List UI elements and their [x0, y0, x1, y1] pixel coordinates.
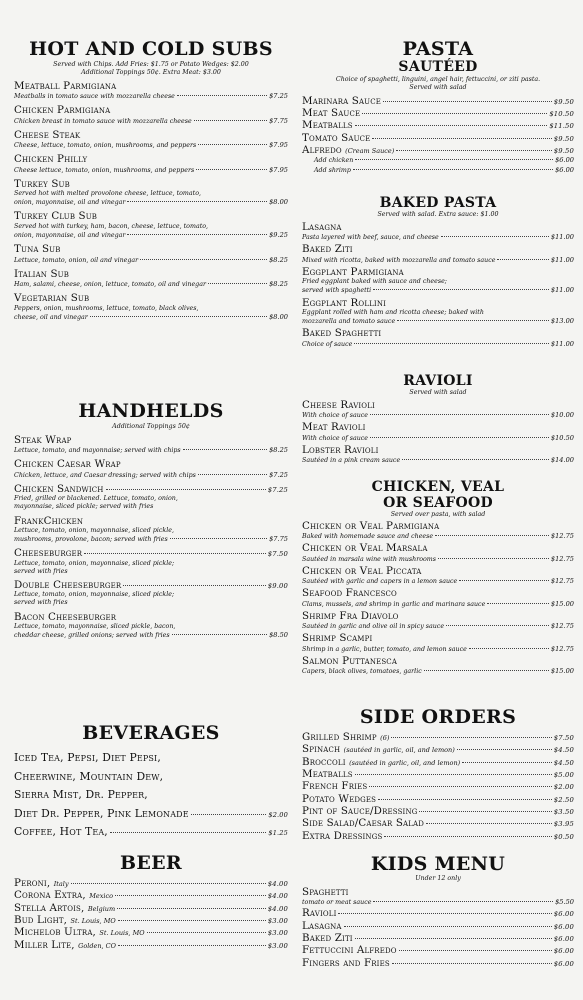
menu-item	[14, 129, 288, 151]
beverage-line: Iced Tea, Pepsi, Diet Pepsi,	[14, 751, 161, 764]
beverages-title: BEVERAGES	[82, 722, 220, 744]
beer-list	[14, 877, 288, 951]
menu-item	[14, 515, 288, 545]
addon-name: Add chicken	[314, 157, 354, 165]
item-desc: Lettuce, tomato, onion, oil and vinegar	[14, 256, 139, 264]
baked-pasta-section	[302, 196, 574, 349]
item-name: Lobster Ravioli	[302, 443, 379, 456]
menu-item	[302, 221, 574, 243]
menu-item	[302, 817, 574, 829]
item-desc: Fried eggplant baked with sauce and cheese;	[302, 278, 447, 286]
beer-item	[14, 926, 288, 938]
item-price: $8.00	[269, 312, 288, 321]
menu-item	[14, 579, 288, 608]
item-desc: Sautéed with garlic and capers in a lemon sauce	[302, 578, 458, 586]
menu-item	[302, 132, 574, 144]
menu-item	[14, 458, 288, 480]
item-name: Lasagna	[302, 919, 342, 932]
item-name: Chicken or Veal Piccata	[302, 564, 422, 577]
beer-name: Michelob Ultra,	[14, 926, 96, 939]
menu-item	[302, 768, 574, 780]
item-desc: served with fries	[14, 599, 68, 607]
item-name: Meatball Parmigiana	[14, 79, 117, 92]
item-desc: cheese, oil and vinegar	[14, 313, 88, 321]
beer-item	[14, 889, 288, 901]
pasta-note-1: Choice of spaghetti, linguini, angel hair, fettuccini, or ziti pasta.	[335, 76, 541, 83]
item-name: Fingers and Fries	[302, 956, 390, 969]
item-price: $0.50	[553, 832, 574, 841]
side-orders-section	[302, 708, 574, 842]
item-name: Chicken or Veal Marsala	[302, 542, 428, 555]
item-price: $5.00	[553, 771, 574, 780]
item-price: $12.75	[550, 622, 574, 631]
item-name: Chicken or Veal Parmigiana	[302, 519, 440, 532]
item-price: $6.00	[553, 947, 574, 956]
beer-item	[14, 914, 288, 926]
menu-item	[14, 268, 288, 290]
item-price: $11.00	[550, 339, 574, 348]
item-price: $14.00	[550, 456, 574, 465]
item-name: Baked Ziti	[302, 243, 353, 256]
menu-item	[302, 756, 574, 768]
item-desc: Lettuce, tomato, onion, mayonnaise, sliced pickle,	[14, 526, 174, 534]
item-desc: onion, mayonnaise, oil and vinegar	[14, 199, 126, 207]
kids-title: KIDS MENU	[370, 853, 506, 875]
item-name: Tomato Sauce	[302, 131, 371, 144]
item-desc: With choice of sauce	[302, 412, 369, 420]
item-desc: cheddar cheese, grilled onions; served with fries	[14, 632, 170, 640]
pasta-list	[302, 95, 574, 175]
item-desc: Meatballs in tomato sauce with mozzarella cheese	[14, 93, 175, 101]
item-name: Broccoli	[302, 755, 346, 768]
item-price: $7.25	[269, 470, 288, 479]
chicken-title-2: OR SEAFOOD	[383, 495, 493, 511]
baked-title: BAKED PASTA	[379, 195, 497, 211]
handhelds-section	[14, 402, 288, 640]
beer-item	[14, 902, 288, 914]
item-name: Meat Ravioli	[302, 421, 366, 434]
item-price: $9.50	[553, 134, 574, 143]
beer-item	[14, 939, 288, 951]
item-name: Spinach	[302, 743, 341, 756]
item-name: Chicken Caesar Wrap	[14, 458, 121, 471]
item-price: $7.25	[269, 92, 288, 101]
item-desc: Mixed with ricotta, baked with mozzarella and tomato sauce	[302, 256, 496, 264]
item-price: $7.25	[267, 485, 288, 494]
item-desc: tomato or meat sauce	[302, 899, 372, 907]
item-desc: Baked with homemade sauce and cheese	[302, 533, 434, 541]
chicken-veal-seafood-section	[302, 480, 574, 676]
item-name: Chicken Philly	[14, 153, 88, 166]
item-name: Shrimp Scampi	[302, 632, 373, 645]
menu-item	[302, 297, 574, 327]
menu-item	[302, 520, 574, 542]
menu-item	[14, 153, 288, 175]
item-price: $8.25	[269, 255, 288, 264]
addon-price: $6.00	[555, 156, 574, 165]
item-extra: (6)	[380, 734, 390, 742]
item-price: $15.00	[550, 599, 574, 608]
item-name: Cheeseburger	[14, 547, 83, 560]
item-name: Pint of Sauce/Dressing	[302, 805, 418, 818]
beer-origin: Belgium	[87, 904, 116, 913]
item-price: $10.50	[549, 110, 574, 119]
menu-item	[302, 907, 574, 919]
item-desc: Peppers, onion, mushrooms, lettuce, tomato, black olives,	[14, 304, 199, 312]
item-price: $12.75	[550, 577, 574, 586]
item-name: Bacon Cheeseburger	[14, 610, 117, 623]
menu-item	[14, 547, 288, 576]
beverage-line: Cheerwine, Mountain Dew,	[14, 769, 164, 783]
menu-item	[302, 565, 574, 587]
item-price: $11.00	[550, 255, 574, 264]
menu-item	[302, 830, 574, 842]
menu-item	[302, 780, 574, 792]
item-name: Vegetarian Sub	[14, 292, 90, 305]
menu-item	[302, 266, 574, 296]
sides-title: SIDE ORDERS	[359, 706, 517, 728]
item-desc: Sautéed in garlic and olive oil in spicy sauce	[302, 623, 445, 631]
item-price: $7.50	[553, 734, 574, 742]
item-desc: Shrimp in a garlic, butter, tomato, and lemon sauce	[302, 645, 467, 653]
beer-origin: Italy	[53, 880, 69, 888]
beer-item	[14, 877, 288, 889]
kids-menu-section	[302, 855, 574, 969]
item-name: Spaghetti	[302, 885, 349, 898]
beer-price: $4.00	[267, 880, 288, 888]
item-name: Chicken Parmigiana	[14, 104, 111, 117]
item-name: Salmon Puttanesca	[302, 654, 398, 667]
item-desc: Choice of sauce	[302, 340, 353, 348]
addon-item	[302, 156, 574, 165]
item-name: Ravioli	[302, 907, 337, 920]
item-name: Side Salad/Caesar Salad	[302, 817, 425, 830]
item-name: Potato Wedges	[302, 792, 377, 805]
item-price: $7.75	[269, 535, 288, 544]
pasta-note-2: Served with salad	[409, 83, 467, 91]
item-desc: Chicken breast in tomato sauce with mozzarella cheese	[14, 117, 192, 125]
item-name: Eggplant Parmigiana	[302, 265, 404, 278]
item-name: Turkey Sub	[14, 177, 70, 190]
item-name: Grilled Shrimp	[302, 731, 377, 743]
item-desc: Served hot with melted provolone cheese, lettuce, tomato,	[14, 190, 201, 198]
beverage-price: $1.25	[268, 829, 288, 838]
menu-item	[302, 805, 574, 817]
menu-item	[302, 932, 574, 944]
item-desc: served with spaghetti	[302, 287, 372, 295]
beverages-section	[14, 724, 288, 842]
item-desc: Sautéed in a pink cream sauce	[302, 457, 401, 465]
item-price: $15.00	[550, 667, 574, 676]
kids-note: Under 12 only	[415, 875, 461, 882]
item-price: $5.50	[555, 898, 574, 907]
item-price: $8.25	[269, 280, 288, 289]
menu-item	[302, 587, 574, 609]
menu-item	[302, 119, 574, 131]
item-price: $7.75	[269, 116, 288, 125]
item-price: $9.50	[553, 97, 574, 106]
item-price: $9.50	[553, 147, 574, 156]
item-price: $13.00	[550, 317, 574, 326]
item-price: $10.50	[550, 433, 574, 442]
item-price: $11.00	[550, 233, 574, 242]
menu-item	[14, 210, 288, 240]
item-name: FrankChicken	[14, 514, 84, 527]
menu-item	[14, 483, 288, 512]
addon-price: $6.00	[555, 165, 574, 174]
beer-name: Bud Light,	[14, 914, 68, 927]
menu-item	[302, 743, 574, 755]
menu-item	[302, 655, 574, 677]
beer-price: $3.00	[267, 917, 288, 926]
item-name: Baked Ziti	[302, 932, 353, 945]
item-desc: onion, mayonnaise, oil and vinegar	[14, 231, 126, 239]
item-price: $8.50	[269, 631, 288, 640]
item-price: $6.00	[553, 935, 574, 944]
item-desc: Capers, black olives, tomatoes, garlic	[302, 668, 422, 676]
menu-item	[302, 542, 574, 564]
menu-item	[14, 178, 288, 208]
item-name: Italian Sub	[14, 267, 70, 280]
item-name: Chicken Sandwich	[14, 482, 104, 495]
item-price: $11.00	[550, 286, 574, 295]
beverage-price: $2.00	[268, 810, 288, 819]
menu-item	[302, 632, 574, 654]
menu-item	[302, 610, 574, 632]
ravioli-section	[302, 374, 574, 465]
pasta-subtitle: SAUTÉED	[398, 59, 478, 75]
item-name: Baked Spaghetti	[302, 327, 382, 340]
item-name: Steak Wrap	[14, 433, 72, 446]
item-price: $9.00	[267, 581, 288, 590]
handhelds-note: Additional Toppings 50¢	[112, 423, 190, 430]
item-price: $9.25	[269, 230, 288, 239]
menu-item	[14, 243, 288, 265]
item-desc: Pasta layered with beef, sauce, and cheese	[302, 234, 439, 242]
item-desc: mozzarella and tomato sauce	[302, 318, 396, 326]
pasta-title: PASTA	[402, 38, 474, 60]
beer-name: Corona Extra,	[14, 889, 86, 902]
beer-price: $4.00	[267, 904, 288, 913]
item-name: Meat Sauce	[302, 107, 361, 120]
item-desc: Sautéed in marsala wine with mushrooms	[302, 555, 436, 563]
handhelds-title: HANDHELDS	[78, 400, 224, 422]
menu-item	[302, 957, 574, 969]
item-price: $10.00	[550, 411, 574, 420]
item-name: Lasagna	[302, 220, 342, 233]
ravioli-title: RAVIOLI	[403, 373, 473, 389]
item-price: $7.95	[269, 141, 288, 150]
menu-item	[302, 793, 574, 805]
item-extra: (Cream Sauce)	[345, 147, 395, 156]
baked-note: Served with salad. Extra sauce: $1.00	[377, 211, 499, 218]
beer-name: Miller Lite,	[14, 938, 75, 951]
item-price: $4.50	[553, 746, 574, 755]
menu-item	[302, 920, 574, 932]
beer-origin: Mexico	[89, 892, 114, 901]
kids-list	[302, 886, 574, 969]
item-name: Double Cheeseburger	[14, 578, 122, 591]
addon-item	[302, 166, 574, 175]
menu-item	[302, 731, 574, 743]
beer-title: BEER	[119, 852, 182, 874]
item-extra: (sautéed in garlic, oil, and lemon)	[343, 746, 455, 755]
item-price: $3.95	[553, 820, 574, 829]
subs-section	[14, 40, 288, 322]
menu-item	[14, 104, 288, 126]
addon-name: Add shrimp	[314, 166, 351, 174]
item-price: $8.00	[269, 198, 288, 207]
item-name: Meatballs	[302, 768, 353, 781]
beer-price: $3.00	[267, 929, 288, 938]
menu-item	[302, 95, 574, 107]
menu-item	[14, 80, 288, 102]
item-name: Turkey Club Sub	[14, 210, 98, 223]
item-price: $12.75	[550, 532, 574, 541]
item-name: French Fries	[302, 780, 368, 793]
menu-item	[302, 327, 574, 349]
item-price: $2.50	[553, 795, 574, 804]
item-price: $7.95	[269, 165, 288, 174]
item-desc: Chicken, lettuce, and Caesar dressing; served with chips	[14, 471, 196, 479]
menu-item	[302, 144, 574, 156]
item-price: $2.00	[553, 783, 574, 792]
chicken-title-1: CHICKEN, VEAL	[371, 479, 505, 495]
beer-name: Peroni,	[14, 877, 51, 889]
item-desc: Fried, grilled or blackened. Lettuce, tomato, onion,	[14, 495, 178, 503]
beer-origin: Golden, CO	[78, 941, 116, 950]
menu-item	[302, 107, 574, 119]
beer-origin: St. Louis, MO	[70, 917, 116, 926]
beer-name: Stella Artois,	[14, 901, 85, 914]
menu-item	[302, 898, 574, 907]
item-name: Fettuccini Alfredo	[302, 944, 397, 957]
subs-title: HOT AND COLD SUBS	[29, 38, 273, 60]
menu-item	[14, 611, 288, 641]
item-desc: Lettuce, tomato, onion, mayonnaise, sliced pickle;	[14, 591, 175, 599]
item-desc: Cheese lettuce, tomato, onion, mushrooms, and peppers	[14, 166, 195, 174]
ravioli-note: Served with salad	[409, 389, 467, 396]
item-desc: With choice of sauce	[302, 434, 369, 442]
item-desc: Ham, salami, cheese, onion, lettuce, tomato, oil and vinegar	[14, 281, 206, 289]
subs-note-2: Additional Toppings 50¢. Extra Meat: $3.00	[81, 68, 221, 76]
item-desc: Eggplant rolled with ham and ricotta cheese; baked with	[302, 308, 484, 316]
item-price: $12.75	[550, 644, 574, 653]
menu-item	[302, 243, 574, 265]
item-desc: mushrooms, provolone, bacon; served with fries	[14, 536, 168, 544]
menu-item	[302, 444, 574, 466]
subs-note-1: Served with Chips. Add Fries: $1.75 or Potato Wedges: $2.00	[53, 61, 249, 68]
item-extra: (sautéed in garlic, oil, and lemon)	[349, 758, 461, 767]
item-name: Cheese Ravioli	[302, 398, 375, 411]
item-price: $3.50	[553, 808, 574, 817]
item-price: $6.00	[553, 910, 574, 919]
item-name: Shrimp Fra Diavolo	[302, 609, 399, 622]
chicken-note: Served over pasta, with salad	[390, 511, 486, 518]
beverages-list	[14, 749, 288, 842]
item-desc: Lettuce, tomato, and mayonnaise; served with chips	[14, 447, 181, 455]
beer-origin: St. Louis, MO	[99, 929, 145, 938]
item-desc: Clams, mussels, and shrimp in garlic and marinara sauce	[302, 600, 486, 608]
beverage-line: Sierra Mist, Dr. Pepper,	[14, 788, 148, 802]
item-desc: Lettuce, tomato, onion, mayonnaise, sliced pickle;	[14, 559, 175, 567]
item-price: $6.00	[553, 922, 574, 931]
item-desc: Served hot with turkey, ham, bacon, cheese, lettuce, tomato,	[14, 222, 209, 230]
item-price: $4.50	[553, 758, 574, 767]
item-name: Eggplant Rollini	[302, 296, 387, 309]
menu-item	[302, 399, 574, 421]
sides-list	[302, 731, 574, 842]
item-price: $6.00	[553, 959, 574, 968]
item-name: Cheese Steak	[14, 128, 81, 141]
item-price: $11.50	[549, 122, 574, 131]
beverage-line: Diet Dr. Pepper, Pink Lemonade	[14, 806, 189, 820]
item-name: Alfredo	[302, 144, 342, 157]
item-price: $8.25	[269, 446, 288, 455]
menu-item	[302, 944, 574, 956]
item-price: $7.50	[267, 550, 288, 559]
item-name: Marinara Sauce	[302, 94, 381, 107]
menu-item	[14, 292, 288, 322]
item-price: $12.75	[550, 554, 574, 563]
beer-price: $4.00	[267, 892, 288, 901]
beer-section	[14, 854, 288, 951]
item-desc: served with fries	[14, 567, 68, 575]
item-name: Extra Dressings	[302, 829, 383, 842]
item-desc: mayonnaise, sliced pickle; served with fries	[14, 503, 154, 511]
item-desc: Cheese, lettuce, tomato, onion, mushrooms, and peppers	[14, 142, 197, 150]
item-name: Seafood Francesco	[302, 587, 397, 600]
pasta-section	[302, 40, 574, 175]
beer-price: $3.00	[267, 941, 288, 950]
menu-item	[14, 434, 288, 456]
item-name: Tuna Sub	[14, 243, 61, 256]
beverage-line: Coffee, Hot Tea,	[14, 825, 108, 839]
item-name: Meatballs	[302, 119, 353, 132]
item-desc: Lettuce, tomato, mayonnaise, sliced pickle, bacon,	[14, 622, 176, 630]
menu-item	[302, 421, 574, 443]
